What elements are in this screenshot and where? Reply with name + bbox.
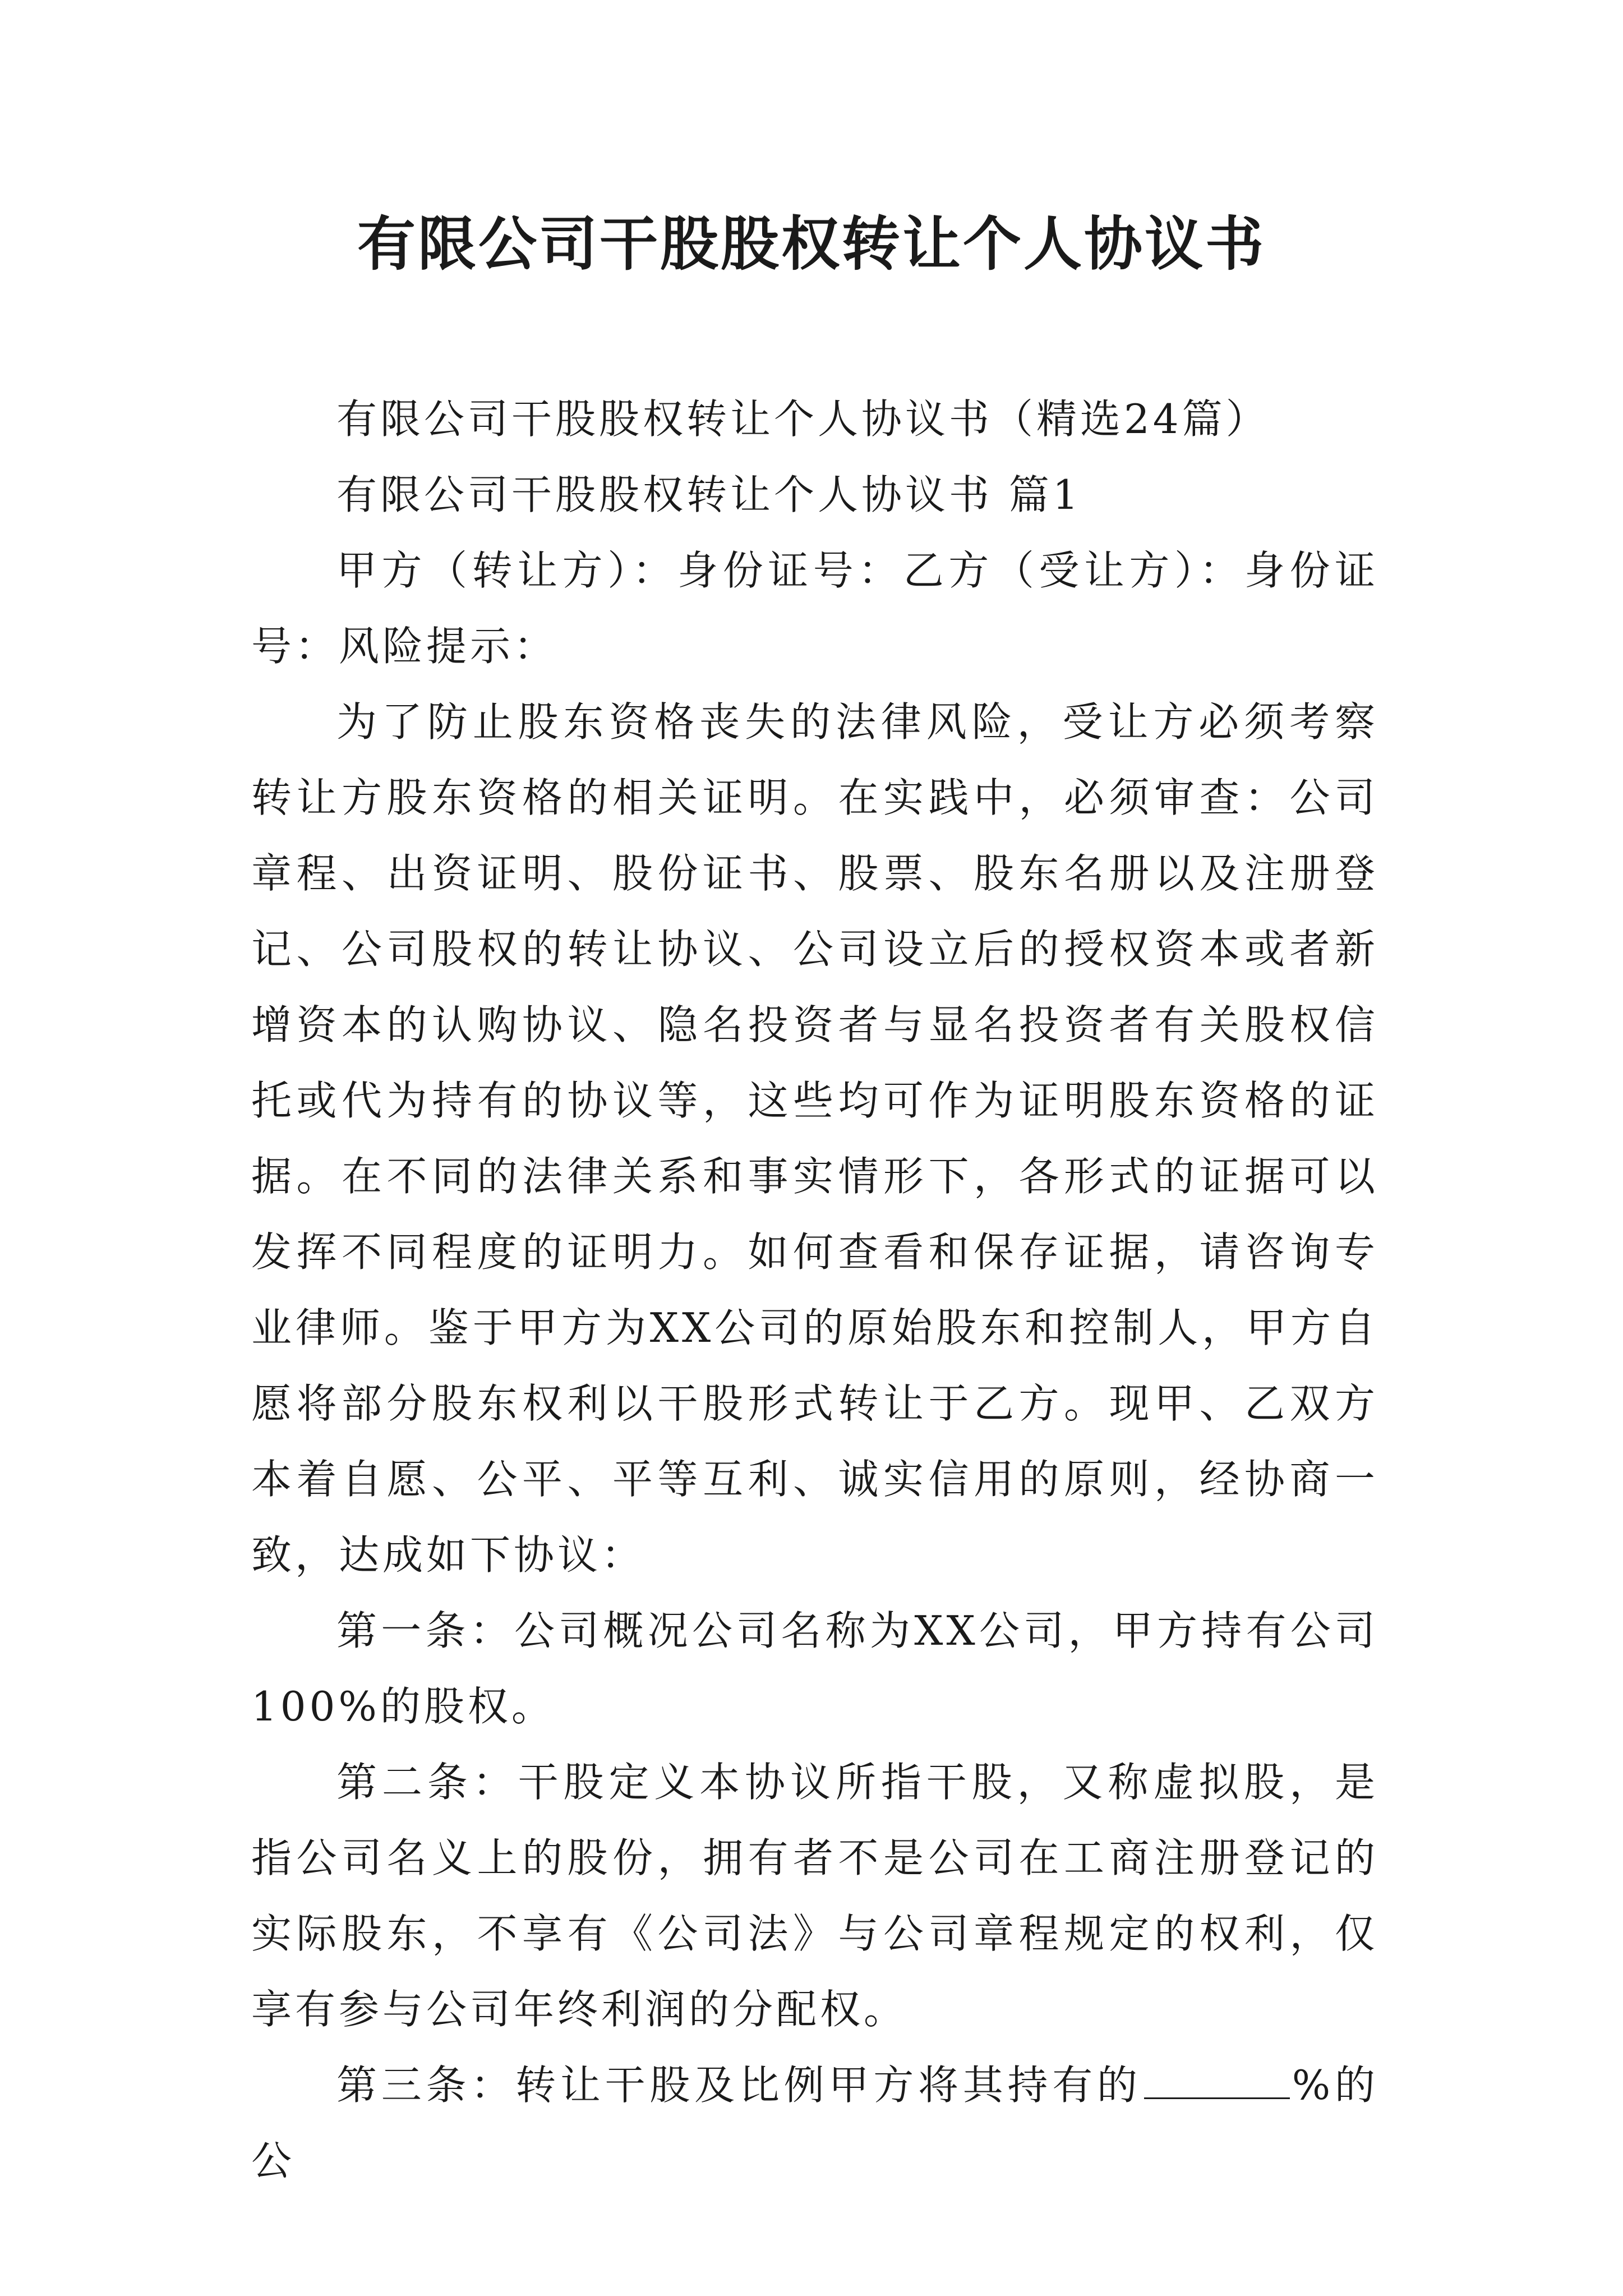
document-title: 有限公司干股股权转让个人协议书: [357, 210, 1266, 278]
parties-paragraph: 甲方（转让方）：身份证号：乙方（受让方）：身份证号：风险提示：: [251, 547, 1378, 670]
subtitle-paragraph: 有限公司干股股权转让个人协议书（精选24篇）: [336, 395, 1270, 443]
article-3-paragraph: [251, 2047, 1378, 2199]
article-3-suffix: %的公: [251, 2062, 1378, 2184]
section-heading: 有限公司干股股权转让个人协议书 篇1: [336, 471, 1082, 518]
article-1-paragraph: 第一条：公司概况公司名称为XX公司，甲方持有公司100%的股权。: [251, 1607, 1378, 1730]
article-3-prefix: 第三条：转让干股及比例甲方将其持有的: [336, 2062, 1142, 2109]
document-body: [251, 381, 1378, 2199]
risk-paragraph: 为了防止股东资格丧失的法律风险，受让方必须考察转让方股东资格的相关证明。在实践中，必须审查：公司章程、出资证明、股份证书、股票、股东名册以及注册登记、公司股权的转让协议、公司设立后的授权资本或者新增资本的认购协议、隐名投资者与显名投资者有关股权信托或代为持有的协议等，这些均可作为证明股东资格的证据。在不同的法律关系和事实情形下，各形式的证据可以发挥不同程度的证明力。如何查看和保存证据，请咨询专业律师。鉴于甲方为XX公司的原始股东和控制人，甲方自愿将部分股东权利以干股形式转让于乙方。现甲、乙双方本着自愿、公平、平等互利、诚实信用的原则，经协商一致，达成如下协议：: [251, 698, 1378, 1579]
article-2-paragraph: 第二条：干股定义本协议所指干股，又称虚拟股，是指公司名义上的股份，拥有者不是公司在工商注册登记的实际股东，不享有《公司法》与公司章程规定的权利，仅享有参与公司年终利润的分配权。: [251, 1759, 1378, 2033]
fill-in-blank: [1144, 2064, 1290, 2099]
